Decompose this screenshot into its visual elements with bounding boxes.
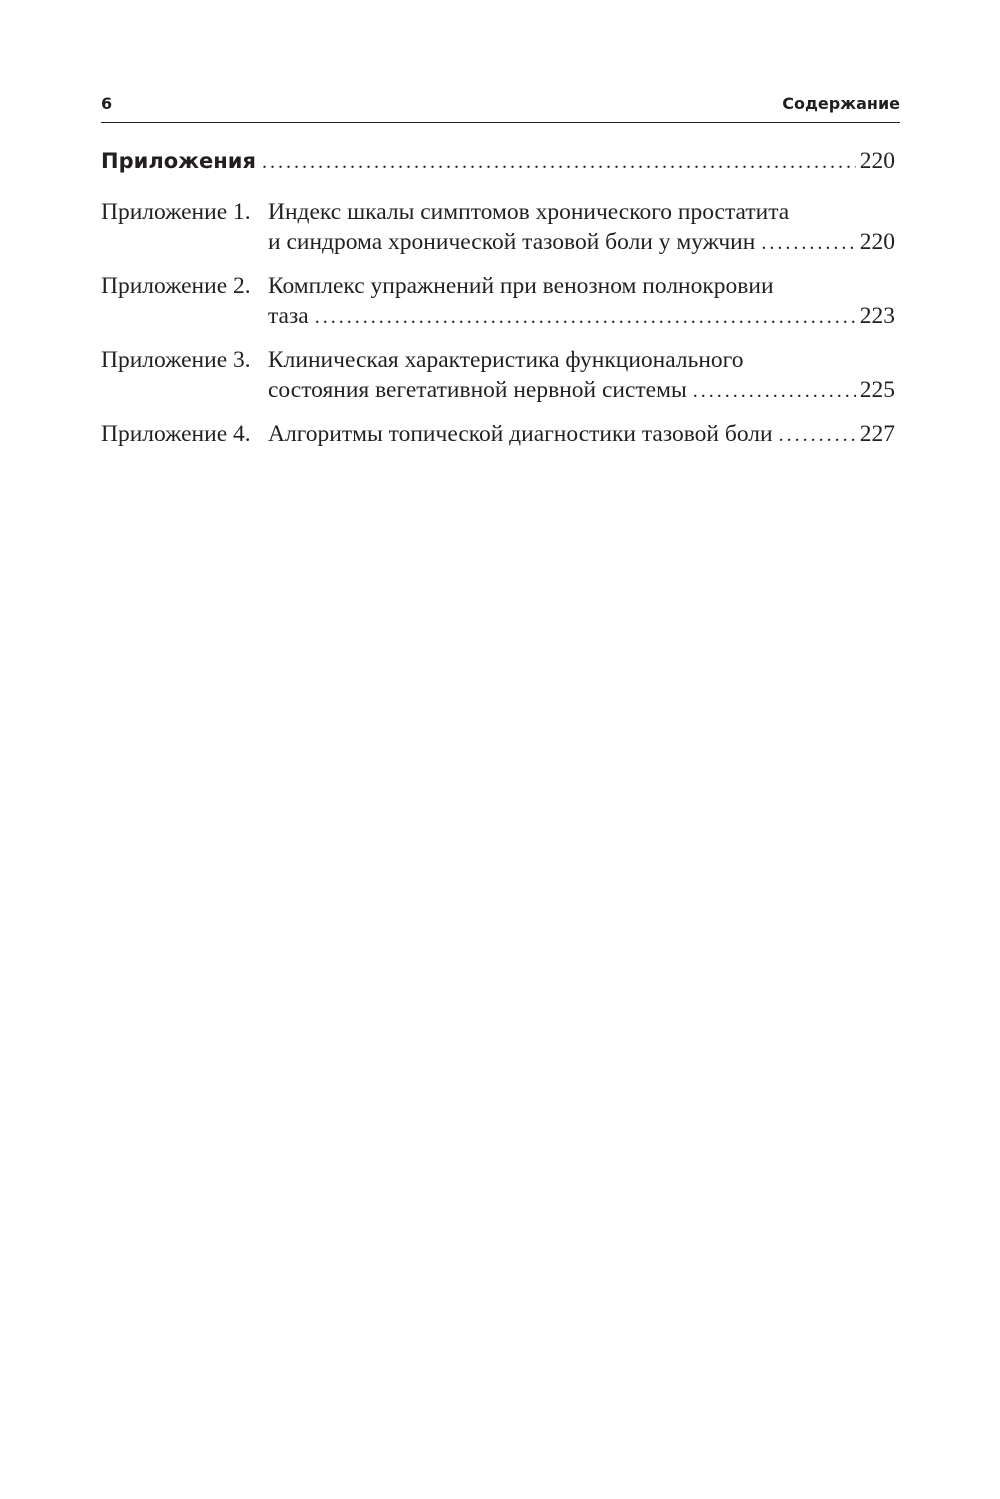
toc-entry-label: Приложение 1.	[101, 199, 251, 225]
toc-page-number: 227	[859, 421, 895, 447]
toc-entry-title: Алгоритмы топической диагностики тазовой боли	[268, 421, 773, 447]
dot-leader	[779, 420, 856, 450]
toc-entry-title-continued: состояния вегетативной нервной системы	[268, 377, 687, 403]
toc-entry-label: Приложение 4.	[101, 421, 251, 447]
dot-leader	[761, 228, 855, 258]
toc-entry-appendix-1[interactable]	[101, 197, 895, 258]
toc-entry-title: Клиническая характеристика функционального	[268, 347, 744, 373]
toc-entry-appendix-3[interactable]	[101, 345, 895, 406]
toc-entry-appendix-2[interactable]	[101, 271, 895, 332]
running-head-title: Содержание	[782, 94, 900, 113]
toc-entry-appendix-4[interactable]	[101, 419, 895, 450]
header-rule	[101, 122, 900, 123]
toc-entry-title-continued: таза	[268, 303, 309, 329]
toc-entry-label: Приложение 3.	[101, 347, 251, 373]
toc-page-number: 225	[859, 377, 895, 403]
toc-heading-appendices[interactable]	[101, 146, 895, 177]
toc-entry-title: Индекс шкалы симптомов хронического простатита	[268, 199, 790, 225]
toc-page-number: 223	[859, 303, 895, 329]
dot-leader	[262, 147, 856, 177]
page-number: 6	[101, 94, 113, 113]
running-head	[101, 92, 900, 120]
toc-page-number: 220	[859, 229, 895, 255]
toc-heading-title: Приложения	[101, 149, 256, 173]
dot-leader	[315, 302, 856, 332]
toc-page-number: 220	[859, 148, 895, 174]
toc-entry-title-continued: и синдрома хронической тазовой боли у мужчин	[268, 229, 756, 255]
table-of-contents	[101, 146, 895, 450]
toc-entry-title: Комплекс упражнений при венозном полнокровии	[268, 273, 774, 299]
toc-entry-label: Приложение 2.	[101, 273, 251, 299]
dot-leader	[693, 376, 856, 406]
